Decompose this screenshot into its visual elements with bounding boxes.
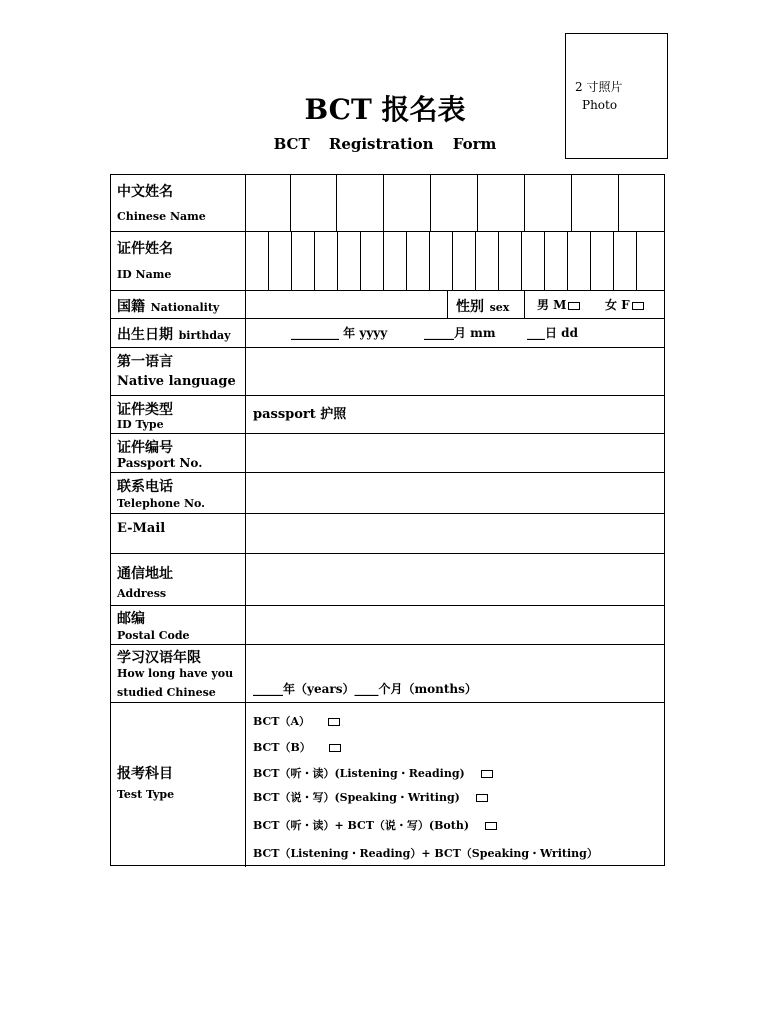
test-option-both-checkbox[interactable] xyxy=(485,822,497,830)
sex-label: 性别 sex xyxy=(456,299,510,315)
birthday-label: 出生日期 birthday xyxy=(117,327,231,343)
id-name-label-en: ID Name xyxy=(117,268,172,281)
telephone-label-zh: 联系电话 xyxy=(117,479,173,495)
chinese-name-input[interactable] xyxy=(246,175,664,231)
photo-size-label: 2 寸照片 xyxy=(575,80,623,94)
id-type-label-zh: 证件类型 xyxy=(117,402,173,418)
page-subtitle: BCT Registration Form xyxy=(273,135,497,153)
nationality-input[interactable] xyxy=(246,291,446,318)
test-option-b-checkbox[interactable] xyxy=(329,744,341,752)
test-option-listening-reading-checkbox[interactable] xyxy=(481,770,493,778)
birthday-year-field[interactable]: ________ 年 yyyy xyxy=(291,326,388,340)
id-type-label-en: ID Type xyxy=(117,418,164,431)
passport-no-label-en: Passport No. xyxy=(117,456,203,470)
photo-box xyxy=(565,33,668,159)
passport-no-label-zh: 证件编号 xyxy=(117,440,173,456)
telephone-label-en: Telephone No. xyxy=(117,497,205,510)
birthday-month-field[interactable]: _____月 mm xyxy=(424,326,496,340)
nationality-label: 国籍 Nationality xyxy=(117,299,220,315)
study-length-label-en1: How long have you xyxy=(117,667,234,680)
study-length-label-en2: studied Chinese xyxy=(117,686,216,699)
native-language-label-zh: 第一语言 xyxy=(117,354,173,370)
study-length-field[interactable]: _____年（years）____个月（months） xyxy=(253,682,477,696)
chinese-name-label-en: Chinese Name xyxy=(117,210,206,223)
native-language-input[interactable] xyxy=(246,348,664,395)
test-option-speaking-writing-checkbox[interactable] xyxy=(476,794,488,802)
passport-no-input[interactable] xyxy=(246,434,664,472)
test-option-full-note: BCT（Listening・Reading）+ BCT（Speaking・Writing） xyxy=(253,847,598,860)
postal-code-input[interactable] xyxy=(246,606,664,644)
test-option-b[interactable]: BCT（B） xyxy=(253,739,341,755)
email-input[interactable] xyxy=(246,514,664,553)
test-option-speaking-writing[interactable]: BCT（说・写）(Speaking・Writing) xyxy=(253,789,488,805)
postal-code-label-zh: 邮编 xyxy=(117,611,145,627)
address-input[interactable] xyxy=(246,554,664,605)
telephone-input[interactable] xyxy=(246,473,664,513)
native-language-label-en: Native language xyxy=(117,374,236,389)
test-option-listening-reading[interactable]: BCT（听・读）(Listening・Reading) xyxy=(253,765,493,781)
page-title: BCT 报名表 xyxy=(304,93,466,126)
test-option-a-checkbox[interactable] xyxy=(328,718,340,726)
address-label-en: Address xyxy=(117,587,167,600)
sex-male-option[interactable]: 男 M xyxy=(537,296,580,313)
female-checkbox[interactable] xyxy=(632,302,644,310)
registration-form xyxy=(110,174,665,866)
email-label: E-Mail xyxy=(117,521,166,536)
birthday-day-field[interactable]: ___日 dd xyxy=(527,326,578,340)
male-checkbox[interactable] xyxy=(568,302,580,310)
photo-label: Photo xyxy=(582,98,618,112)
id-name-label-zh: 证件姓名 xyxy=(117,241,173,257)
address-label-zh: 通信地址 xyxy=(117,566,173,582)
postal-code-label-en: Postal Code xyxy=(117,629,190,642)
test-type-label-zh: 报考科目 xyxy=(117,766,173,782)
study-length-label-zh: 学习汉语年限 xyxy=(117,650,201,666)
test-type-label-en: Test Type xyxy=(117,788,175,801)
id-name-input[interactable] xyxy=(246,232,664,290)
sex-female-option[interactable]: 女 F xyxy=(605,296,644,313)
test-option-both[interactable]: BCT（听・读）+ BCT（说・写）(Both) xyxy=(253,817,497,833)
id-type-value: passport 护照 xyxy=(253,407,347,422)
test-option-a[interactable]: BCT（A） xyxy=(253,713,340,729)
chinese-name-label-zh: 中文姓名 xyxy=(117,184,173,200)
